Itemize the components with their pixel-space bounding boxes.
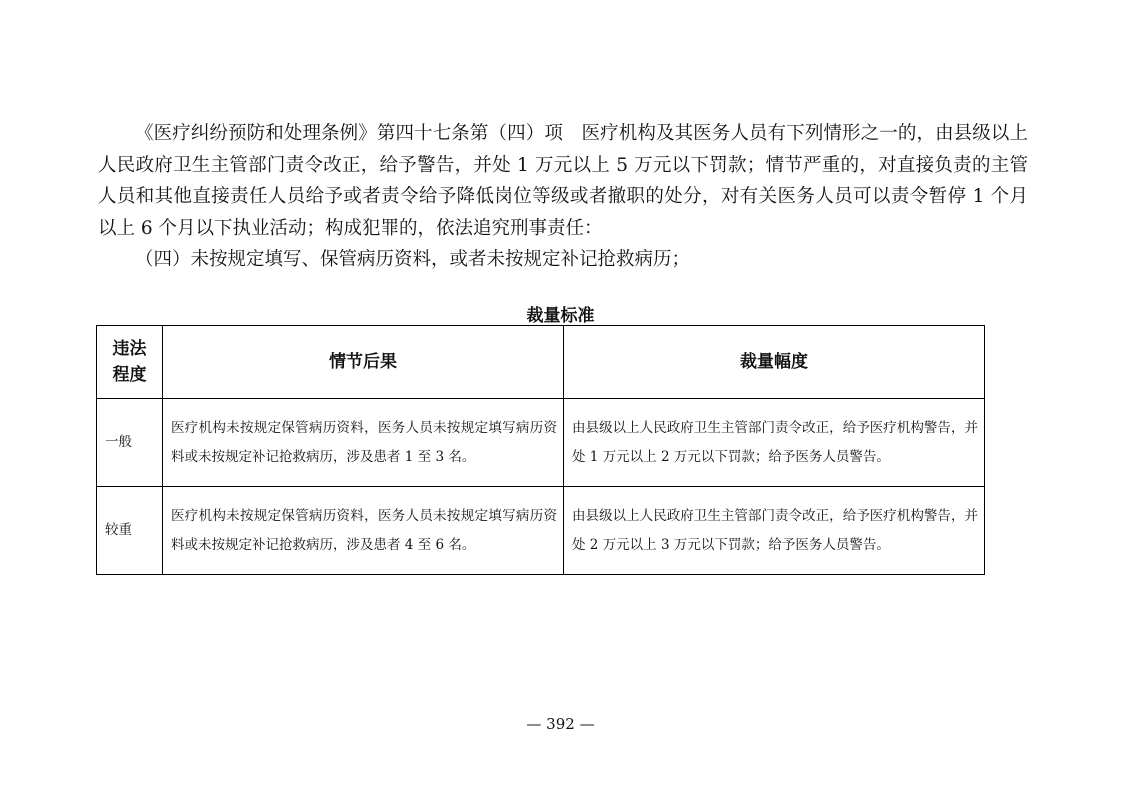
table-header-row bbox=[97, 326, 985, 399]
discretion-standard-table bbox=[96, 325, 985, 575]
header-level bbox=[97, 326, 163, 399]
law-article-item: （四）未按规定填写、保管病历资料，或者未按规定补记抢救病历； bbox=[135, 249, 691, 270]
table-row bbox=[97, 399, 985, 487]
cell-penalty: 由县级以上人民政府卫生主管部门责令改正，给予医疗机构警告，并处 2 万元以上 3 万元以下罚款；给予医务人员警告。 bbox=[564, 487, 985, 575]
cell-penalty: 由县级以上人民政府卫生主管部门责令改正，给予医疗机构警告，并处 1 万元以上 2 万元以下罚款；给予医务人员警告。 bbox=[564, 399, 985, 487]
law-article-paragraph: 《医疗纠纷预防和处理条例》第四十七条第（四）项 医疗机构及其医务人员有下列情形之一的，由县级以上人民政府卫生主管部门责令改正，给予警告，并处 1 万元以上 5 万元以下罚款；情节严重的，对直接负责的主管人员和其他直接责任人员给予或者责令给予降低岗位等级或者撤职的处分，对有关医务人员可以责令暂停 1 个月以上 6 个月以下执业活动；构成犯罪的，依法追究刑事责任： bbox=[98, 123, 1028, 239]
law-article-text bbox=[98, 118, 1028, 276]
header-level-label: 违法程度 bbox=[112, 339, 147, 385]
cell-circumstance: 医疗机构未按规定保管病历资料，医务人员未按规定填写病历资料或未按规定补记抢救病历，涉及患者 4 至 6 名。 bbox=[163, 487, 564, 575]
cell-level: 较重 bbox=[97, 487, 163, 575]
cell-circumstance: 医疗机构未按规定保管病历资料，医务人员未按规定填写病历资料或未按规定补记抢救病历，涉及患者 1 至 3 名。 bbox=[163, 399, 564, 487]
header-circumstance: 情节后果 bbox=[163, 326, 564, 399]
cell-level: 一般 bbox=[97, 399, 163, 487]
table-row bbox=[97, 487, 985, 575]
header-penalty: 裁量幅度 bbox=[564, 326, 985, 399]
table-title: 裁量标准 bbox=[526, 306, 595, 326]
page-number: — 392 — bbox=[526, 715, 595, 733]
